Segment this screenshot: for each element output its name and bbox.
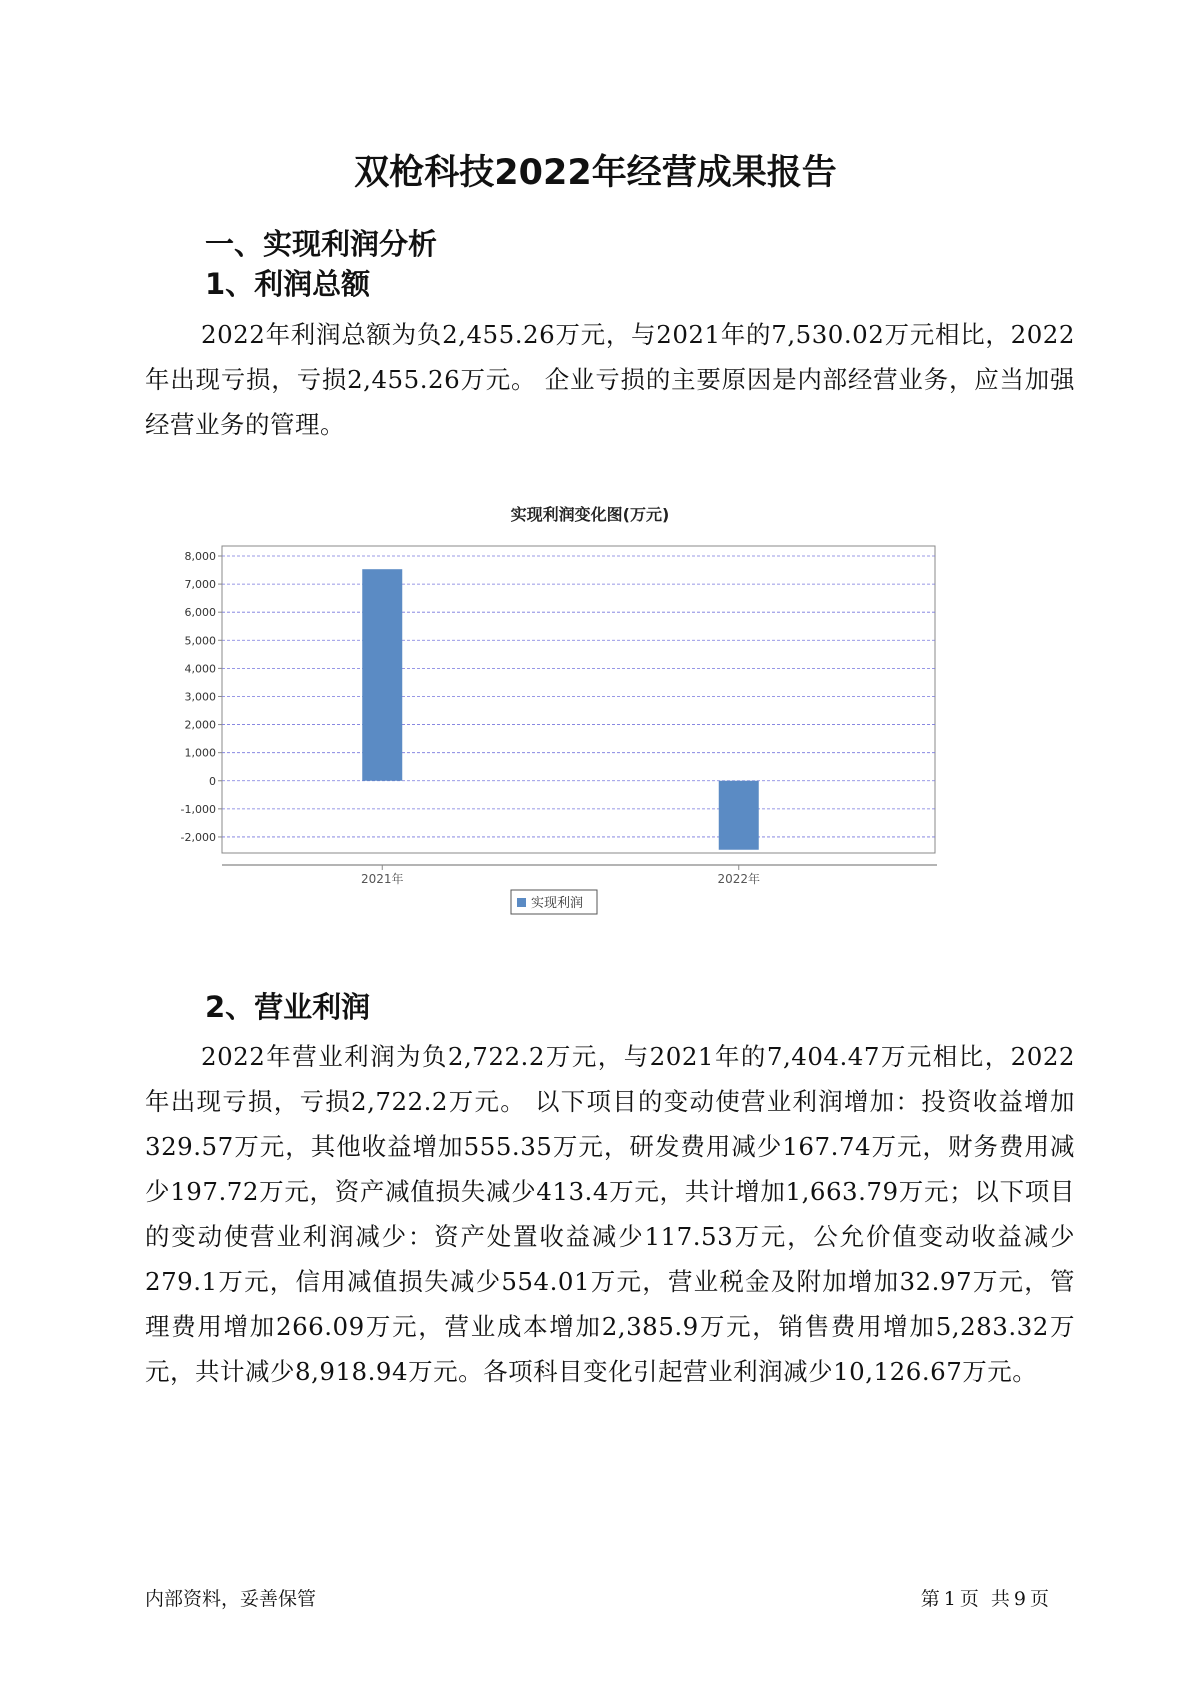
chart-title: 实现利润变化图(万元) (510, 505, 670, 524)
subheading-operating-profit: 2、营业利润 (205, 990, 371, 1024)
legend-swatch (517, 898, 526, 907)
profit-chart (160, 498, 1020, 958)
footer-confidential-note: 内部资料，妥善保管 (145, 1588, 317, 1610)
y-tick-label: -1,000 (180, 802, 216, 816)
paragraph-operating-profit: 2022年营业利润为负2,722.2万元，与2021年的7,404.47万元相比，2022年出现亏损，亏损2,722.2万元。 以下项目的变动使营业利润增加：投资收益增加329.57万元，其他收益增加555.35万元，研发费用减少167.74万元，财务费用减少197.72万元，资产减值损失减少413.4万元，共计增加1,663.79万元；以下项目的变动使营业利润减少：资产处置收益减少117.53万元，公允价值变动收益减少279.1万元，信用减值损失减少554.01万元，营业税金及附加增加32.97万元，管理费用增加266.09万元，营业成本增加2,385.9万元，销售费用增加5,283.32万元，共计减少8,918.94万元。各项科目变化引起营业利润减少10,126.67万元。 (145, 1042, 1075, 1386)
bar-2021年 (362, 569, 402, 781)
x-tick-label: 2021年 (360, 872, 404, 886)
page-mid: 页 共 (959, 1588, 1010, 1610)
legend-label: 实现利润 (531, 896, 584, 911)
profit-chart-svg (160, 498, 1020, 958)
paragraph-total-profit: 2022年利润总额为负2,455.26万元，与2021年的7,530.02万元相比，2022年出现亏损，亏损2,455.26万元。 企业亏损的主要原因是内部经营业务，应当加强经营业务的管理。 (145, 320, 1075, 439)
x-tick-label: 2022年 (717, 872, 761, 886)
y-tick-label: 4,000 (184, 662, 216, 676)
footer-page-indicator (919, 1584, 1051, 1611)
y-tick-label: 3,000 (184, 690, 216, 704)
y-tick-label: 1,000 (184, 746, 216, 760)
subheading-total-profit: 1、利润总额 (205, 267, 371, 301)
y-tick-label: 5,000 (184, 634, 216, 648)
y-tick-label: -2,000 (180, 830, 216, 844)
y-tick-label: 7,000 (184, 578, 216, 592)
section-heading-profit-analysis: 一、实现利润分析 (205, 227, 438, 261)
page-suffix: 页 (1029, 1588, 1049, 1610)
y-tick-label: 0 (209, 774, 216, 788)
bar-2022年 (719, 781, 759, 850)
page-prefix: 第 (920, 1588, 940, 1610)
y-tick-label: 8,000 (184, 550, 216, 563)
y-tick-label: 2,000 (184, 718, 216, 732)
page-number: 1 (943, 1588, 956, 1610)
document-title: 双枪科技2022年经营成果报告 (354, 153, 837, 193)
page-total: 9 (1013, 1588, 1026, 1610)
plot-area (222, 546, 935, 853)
y-tick-label: 6,000 (184, 606, 216, 620)
